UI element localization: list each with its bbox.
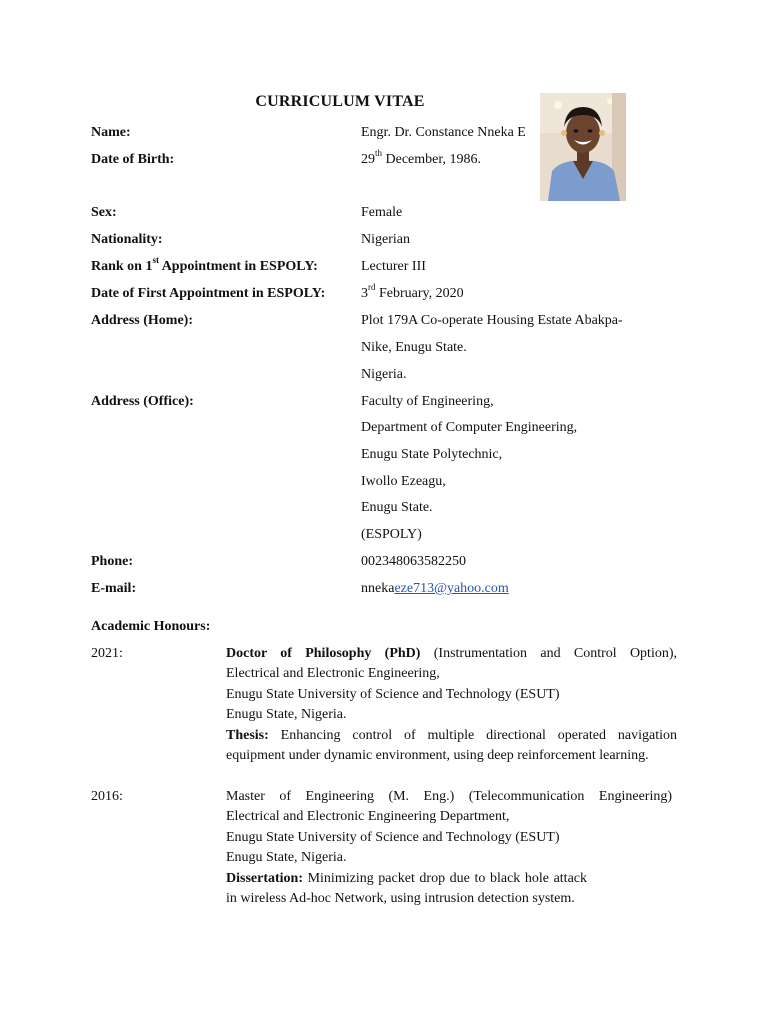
address-office-line: Enugu State Polytechnic, (361, 447, 503, 462)
academic-honours-heading: Academic Honours: (91, 619, 211, 634)
honour-degree: Master of Engineering (M. Eng.) (Telecommunication Engineering) (226, 789, 672, 804)
address-office-line: Iwollo Ezeagu, (361, 474, 446, 489)
honour-year: 2021: (91, 646, 123, 661)
address-home-line: Nigeria. (361, 367, 407, 382)
email-value: nnekaeze713@yahoo.com (361, 581, 509, 596)
name-label: Name: (91, 125, 131, 140)
honour-line: Electrical and Electronic Engineering Department, (226, 809, 510, 825)
honour-entry-meng (226, 787, 672, 909)
sex-label: Sex: (91, 205, 117, 220)
dob-value: 29th December, 1986. (361, 148, 481, 167)
first-appointment-label: Date of First Appointment in ESPOLY: (91, 286, 326, 301)
phone-label: Phone: (91, 554, 133, 569)
honour-line: Enugu State, Nigeria. (226, 850, 347, 866)
first-appointment-value: 3rd February, 2020 (361, 282, 464, 301)
rank-label: Rank on 1st Appointment in ESPOLY: (91, 255, 318, 274)
email-link[interactable]: eze713@yahoo.com (394, 581, 509, 596)
name-value: Engr. Dr. Constance Nneka E (361, 125, 526, 140)
thesis-note: Thesis: Enhancing control of multiple directional operated navigation equipment under dynamic environment, using deep reinforcement learning. (226, 727, 677, 764)
honour-line: Enugu State University of Science and Technology (ESUT) (226, 686, 560, 702)
address-office-line: (ESPOLY) (361, 527, 422, 542)
nationality-label: Nationality: (91, 232, 163, 247)
address-office-line: Enugu State. (361, 500, 433, 515)
cv-title: CURRICULUM VITAE (255, 93, 425, 110)
dob-label: Date of Birth: (91, 152, 175, 167)
honour-year: 2016: (91, 789, 123, 804)
address-office-line: Department of Computer Engineering, (361, 420, 578, 435)
rank-value: Lecturer III (361, 259, 426, 274)
dissertation-note: Dissertation: Minimizing packet drop due to black hole attack in wireless Ad-hoc Network, using intrusion detection system. (226, 870, 587, 907)
address-office-line: Faculty of Engineering, (361, 394, 494, 409)
sex-value: Female (361, 205, 403, 220)
phone-value: 002348063582250 (361, 554, 466, 569)
address-office-label: Address (Office): (91, 394, 194, 409)
honour-entry-phd: Doctor of Philosophy (PhD) (Instrumentation and Control Option), Electrical and Electronic Engineering, Enugu State University of Science and Technology (ESUT) Enugu State, Nigeria. Thesis: Enhancing control of multiple directional operated navigation equipment under dynamic environment, using deep reinforcement learning. (226, 644, 677, 766)
honour-line: Electrical and Electronic Engineering, (226, 666, 440, 682)
address-home-line: Nike, Enugu State. (361, 340, 467, 355)
nationality-value: Nigerian (361, 232, 410, 247)
honour-line: Enugu State University of Science and Technology (ESUT) (226, 829, 560, 845)
honour-line: Enugu State, Nigeria. (226, 707, 347, 723)
profile-photo (540, 93, 626, 201)
email-label: E-mail: (91, 581, 137, 596)
address-home-label: Address (Home): (91, 313, 194, 328)
address-home-line: Plot 179A Co-operate Housing Estate Abakpa- (361, 313, 623, 328)
